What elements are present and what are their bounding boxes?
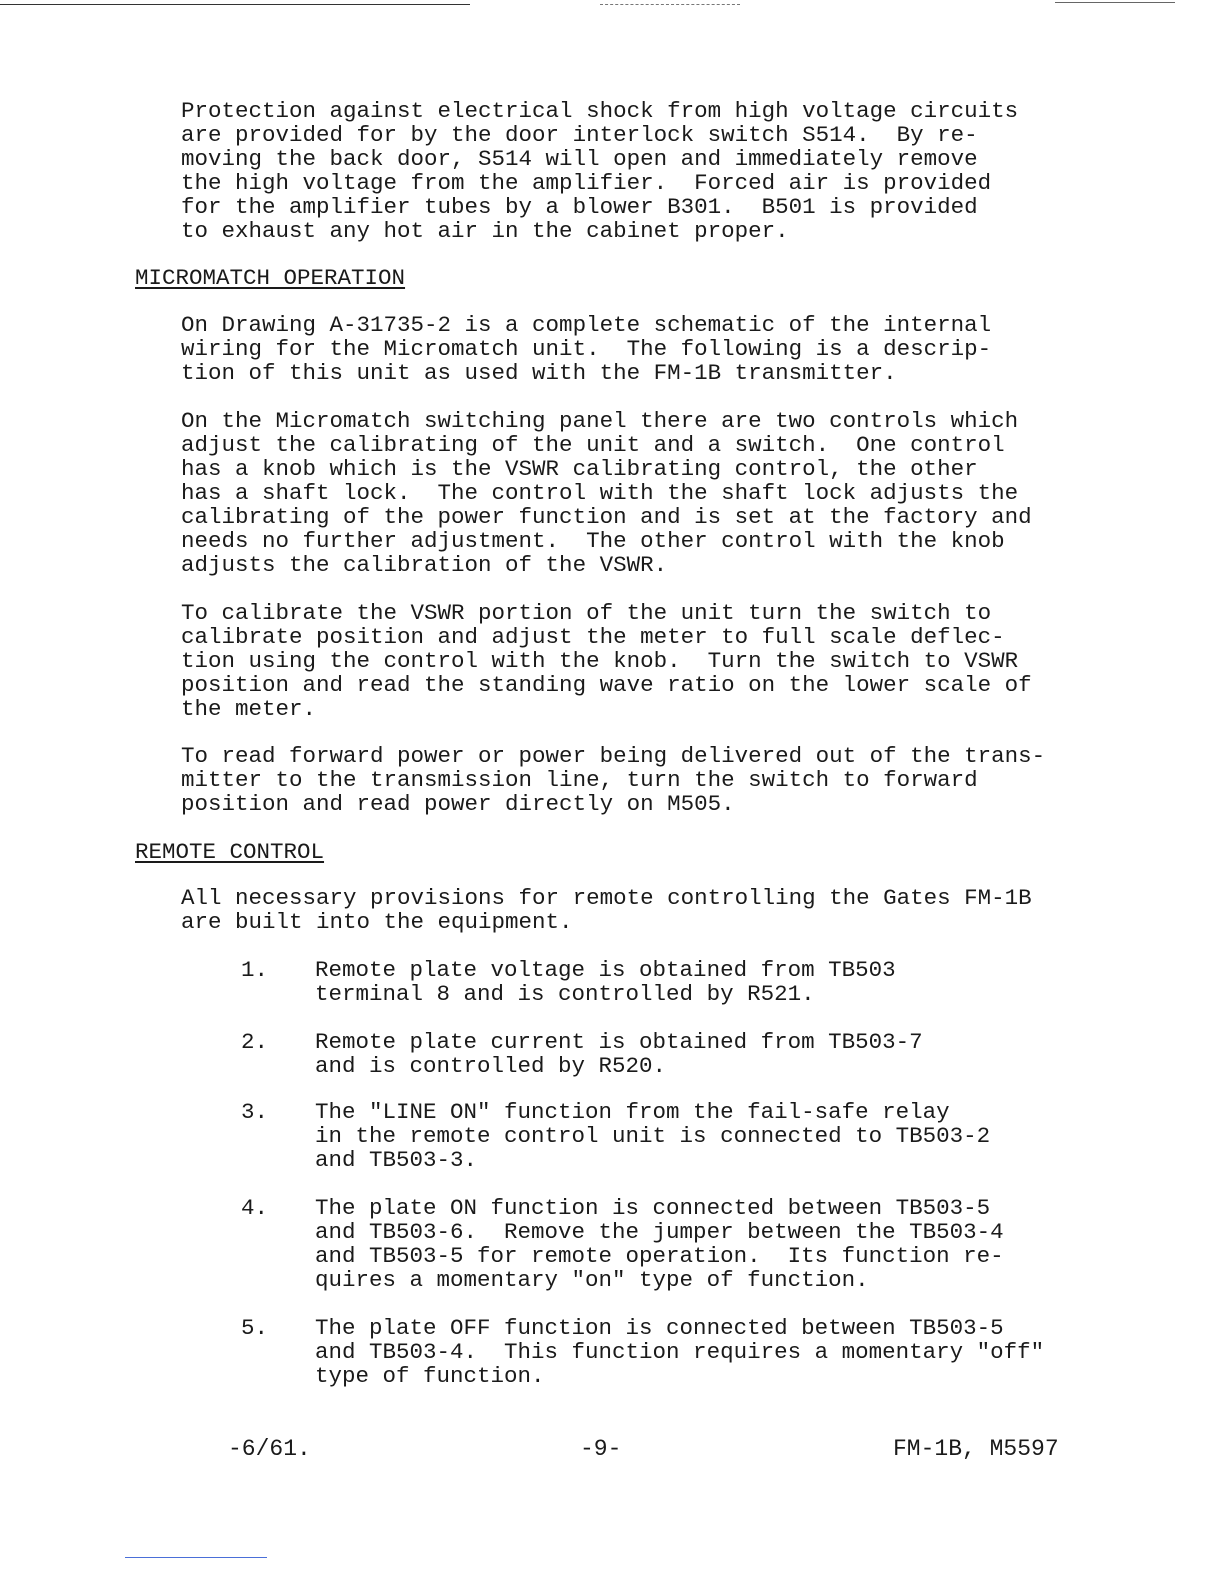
footer-page-number: -9-	[580, 1436, 622, 1462]
list-item-number: 4.	[241, 1195, 269, 1221]
list-item-text: The plate ON function is connected between TB503-5 and TB503-6. Remove the jumper between the TB503-4 and TB503-5 for remote operation. Its function re- quires a momentary "on" type of function.	[315, 1195, 1004, 1293]
intro-paragraph: Protection against electrical shock from high voltage circuits are provided for by the door interlock switch S514. By re- moving the back door, S514 will open and immediately remove the high voltage from the amplifier. Forced air is provided for the amplifier tubes by a blower B301. B501 is provided to exhaust any hot air in the cabinet proper.	[181, 98, 1019, 244]
footer-document-id: FM-1B, M5597	[893, 1436, 1059, 1462]
list-item-text: Remote plate voltage is obtained from TB503 terminal 8 and is controlled by R521.	[315, 957, 896, 1007]
list-item-number: 2.	[241, 1029, 269, 1055]
list-item-text: The plate OFF function is connected between TB503-5 and TB503-4. This function requires a momentary "off" type of function.	[315, 1315, 1045, 1389]
list-item-number: 3.	[241, 1099, 269, 1125]
list-item-number: 5.	[241, 1315, 269, 1341]
list-item-text: The "LINE ON" function from the fail-safe relay in the remote control unit is connected to TB503-2 and TB503-3.	[315, 1099, 991, 1173]
scan-edge-line	[1055, 2, 1175, 3]
scan-edge-line	[600, 4, 740, 5]
micromatch-paragraph-4: To read forward power or power being delivered out of the trans- mitter to the transmission line, turn the switch to forward position and read power directly on M505.	[181, 743, 1046, 817]
micromatch-paragraph-3: To calibrate the VSWR portion of the unit turn the switch to calibrate position and adjust the meter to full scale deflec- tion using the control with the knob. Turn the switch to VSWR position and read the standing wave ratio on the lower scale of the meter.	[181, 600, 1032, 722]
scan-edge-line	[0, 4, 470, 5]
micromatch-heading: MICROMATCH OPERATION	[135, 265, 406, 291]
micromatch-paragraph-1: On Drawing A-31735-2 is a complete schematic of the internal wiring for the Micromatch unit. The following is a descrip- tion of this unit as used with the FM-1B transmitter.	[181, 312, 992, 386]
scan-edge-line	[125, 1557, 267, 1558]
remote-control-heading: REMOTE CONTROL	[135, 839, 325, 865]
footer-date: -6/61.	[228, 1436, 311, 1462]
list-item-text: Remote plate current is obtained from TB503-7 and is controlled by R520.	[315, 1029, 923, 1079]
micromatch-paragraph-2: On the Micromatch switching panel there are two controls which adjust the calibrating of the unit and a switch. One control has a knob which is the VSWR calibrating control, the other has a shaft lock. The control with the shaft lock adjusts the calibrating of the power function and is set at the factory and needs no further adjustment. The other control with the knob adjusts the calibration of the VSWR.	[181, 408, 1032, 578]
remote-intro-paragraph: All necessary provisions for remote controlling the Gates FM-1B are built into the equipment.	[181, 885, 1032, 935]
list-item-number: 1.	[241, 957, 269, 983]
